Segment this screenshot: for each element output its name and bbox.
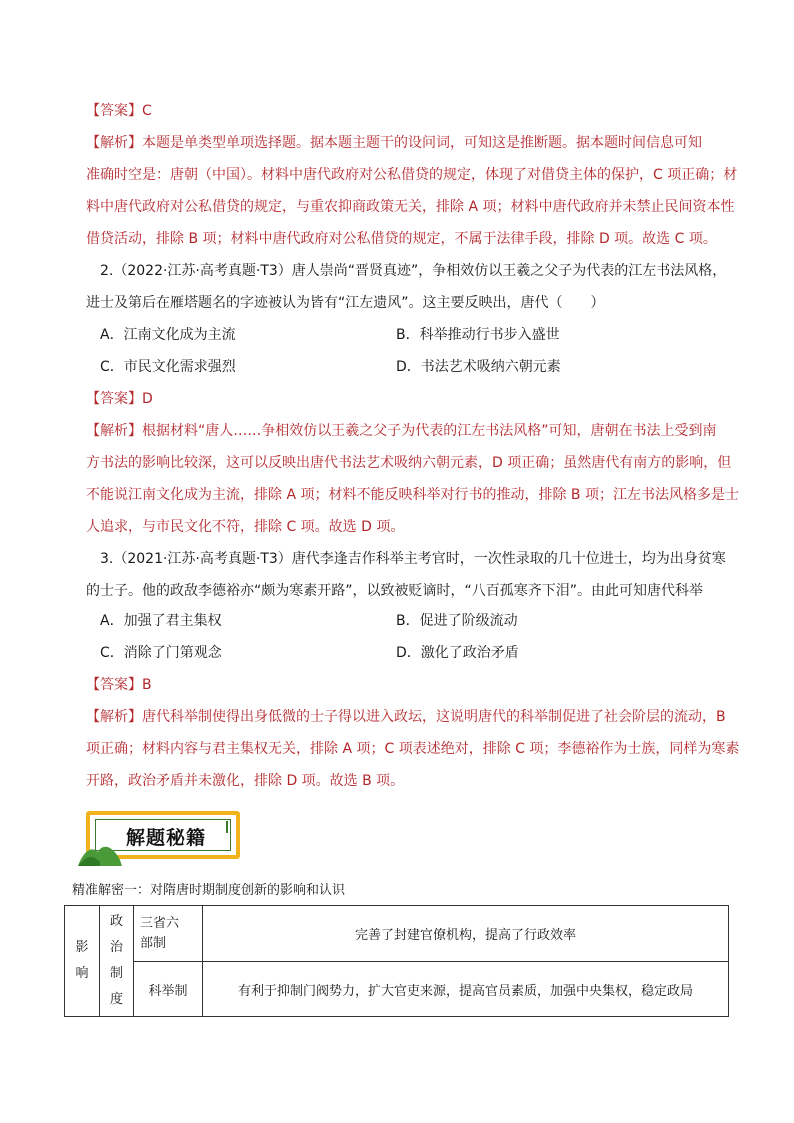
section-banner [78, 806, 244, 864]
q1-analysis-line-4: 借贷活动，排除 B 项；材料中唐代政府对公私借贷的规定，不属于法律手段，排除 D 项。故选 C 项。 [86, 231, 717, 247]
impact-table [64, 905, 729, 1017]
table-cell-political-system: 政治制度 [100, 906, 134, 1017]
q1-analysis-line-1: 【解析】本题是单类型单项选择题。据本题主题干的设问词，可知这是推断题。据本题时间信息可知 [86, 135, 702, 151]
answer-value: B [142, 677, 152, 693]
q3-option-d: D．激化了政治矛盾 [396, 645, 519, 661]
q2-analysis-line-3: 不能说江南文化成为主流，排除 A 项；材料不能反映科举对行书的推动，排除 B 项；江左书法风格多是士 [86, 487, 739, 503]
banner-mark [226, 821, 228, 833]
q3-analysis-line-1: 【解析】唐代科举制使得出身低微的士子得以进入政坛，这说明唐代的科举制促进了社会阶层的流动，B [86, 709, 726, 725]
analysis-tag: 【解析】 [86, 709, 142, 725]
q2-option-c: C．市民文化需求强烈 [100, 359, 236, 375]
q3-option-b: B．促进了阶级流动 [396, 613, 518, 629]
q3-option-a: A．加强了君主集权 [100, 613, 222, 629]
q2-stem-line-1: 2.（2022·江苏·高考真题·T3）唐人崇尚“晋贤真迹”，争相效仿以王羲之父子为代表的江左书法风格， [100, 263, 727, 279]
q2-option-a: A．江南文化成为主流 [100, 327, 236, 343]
answer-tag: 【答案】 [86, 677, 142, 693]
q1-analysis-line-3: 料中唐代政府对公私借贷的规定，与重农抑商政策无关，排除 A 项；材料中唐代政府并未禁止民间资本性 [86, 199, 735, 215]
q3-option-c: C．消除了门第观念 [100, 645, 222, 661]
q3-analysis-line-3: 开路，政治矛盾并未激化，排除 D 项。故选 B 项。 [86, 773, 405, 789]
q2-option-b: B．科举推动行书步入盛世 [396, 327, 560, 343]
q2-analysis-line-2: 方书法的影响比较深，这可以反映出唐代书法艺术吸纳六朝元素，D 项正确；虽然唐代有南方的影响，但 [86, 455, 732, 471]
hill-icon [78, 840, 122, 866]
q1-answer [86, 101, 730, 121]
answer-value: D [142, 391, 153, 407]
analysis-tag: 【解析】 [86, 135, 142, 151]
q3-answer [86, 675, 730, 695]
q3-analysis-line-2: 项正确；材料内容与君主集权无关，排除 A 项；C 项表述绝对，排除 C 项；李德裕作为士族，同样为寒素 [86, 741, 740, 757]
q2-answer [86, 389, 730, 409]
table-cell-row2-name: 科举制 [134, 962, 203, 1017]
table-cell-row1-text: 完善了封建官僚机构，提高了行政效率 [203, 906, 729, 962]
answer-tag: 【答案】 [86, 391, 142, 407]
table-cell-impact: 影响 [65, 906, 100, 1017]
q3-stem-line-2: 的士子。他的政敌李德裕亦“颇为寒素开路”，以致被贬谪时，“八百孤寒齐下泪”。由此可知唐代科举 [86, 583, 704, 599]
q2-stem-line-2: 进士及第后在雁塔题名的字迹被认为皆有“江左遗风”。这主要反映出，唐代（ ） [86, 295, 605, 311]
analysis-tag: 【解析】 [86, 423, 142, 439]
banner-title: 解题秘籍 [126, 827, 207, 849]
table-cell-row1-name: 三省六部制 [134, 906, 203, 962]
q2-analysis-line-1: 【解析】根据材料“唐人……争相效仿以王羲之父子为代表的江左书法风格”可知，唐朝在书法上受到南 [86, 423, 717, 439]
answer-value: C [142, 103, 152, 119]
answer-tag: 【答案】 [86, 103, 142, 119]
q1-analysis-line-2: 准确时空是：唐朝（中国）。材料中唐代政府对公私借贷的规定，体现了对借贷主体的保护，C 项正确；材 [86, 167, 738, 183]
q2-option-d: D．书法艺术吸纳六朝元素 [396, 359, 561, 375]
q3-stem-line-1: 3.（2021·江苏·高考真题·T3）唐代李逢吉作科举主考官时，一次性录取的几十位进士，均为出身贫寒 [100, 551, 726, 567]
section-title: 精准解密一：对隋唐时期制度创新的影响和认识 [72, 883, 346, 898]
table-cell-row2-text: 有利于抑制门阀势力，扩大官吏来源，提高官员素质，加强中央集权，稳定政局 [203, 962, 729, 1017]
q2-analysis-line-4: 人追求，与市民文化不符，排除 C 项。故选 D 项。 [86, 519, 405, 535]
